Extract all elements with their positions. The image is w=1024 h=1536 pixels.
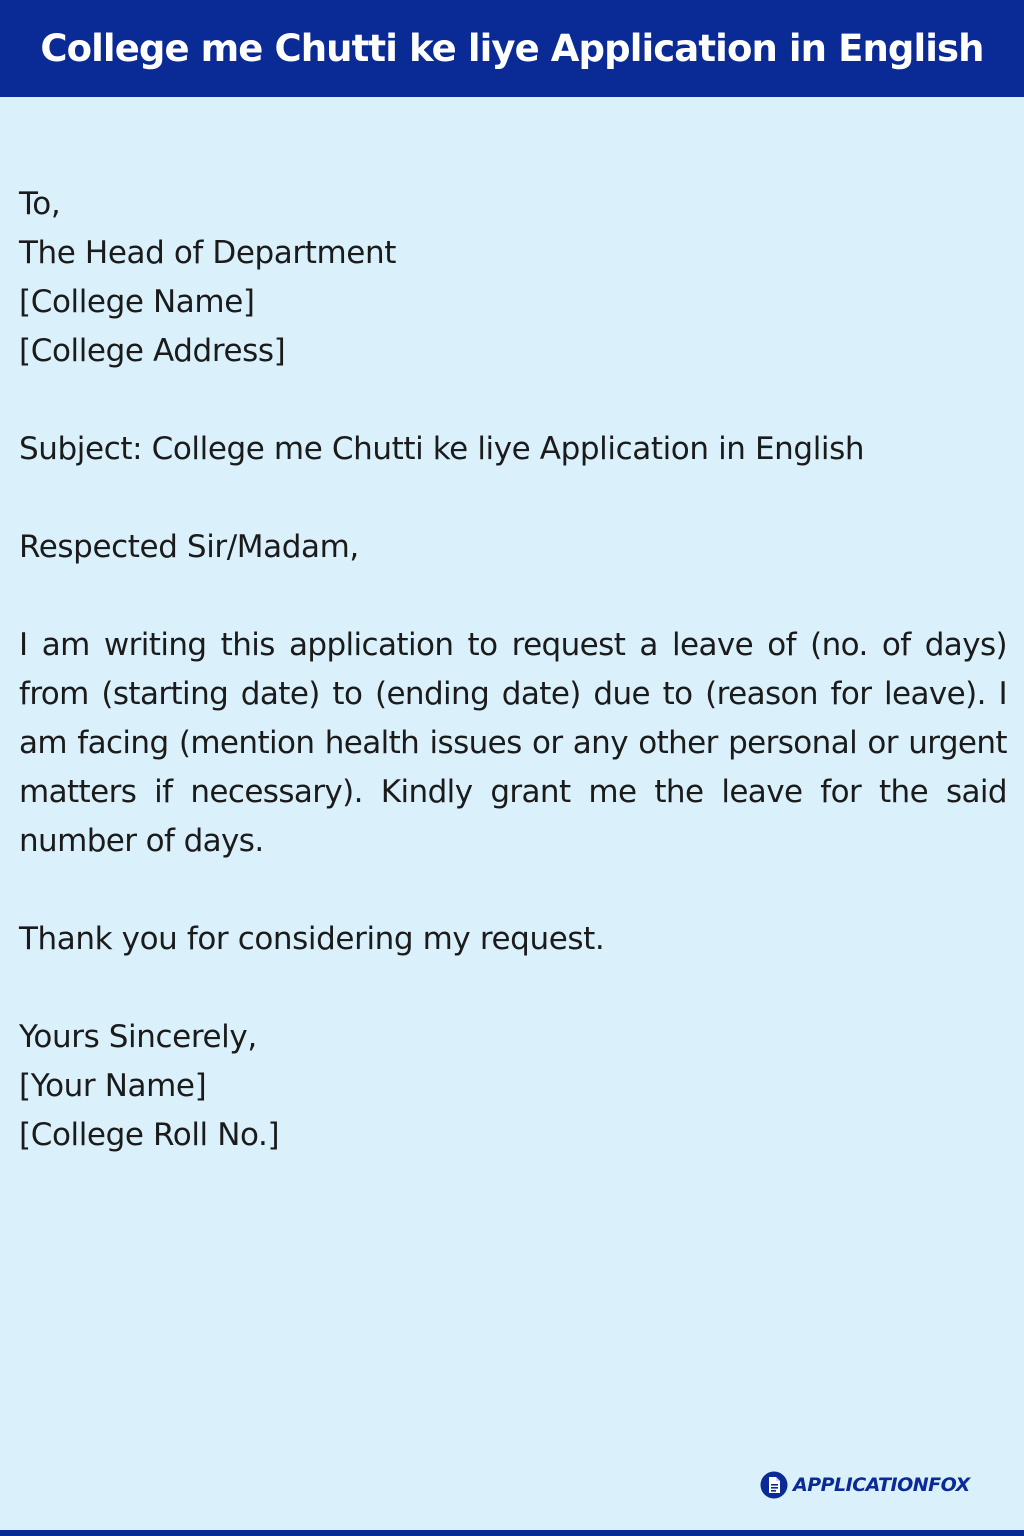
bottom-divider [0, 1530, 1024, 1536]
letter-your-name: [Your Name] [19, 1068, 207, 1104]
brand-logo [760, 1470, 970, 1500]
letter-thanks: Thank you for considering my request. [19, 921, 605, 957]
header-bar [0, 0, 1024, 97]
letter-body-paragraph: I am writing this application to request a leave of (no. of days) from (starting date) to (ending date) due to (reason for leave). I am facing (mention health issues or any other personal or urgent matters if necessary). Kindly grant me the leave for the said number of days. [19, 627, 1007, 859]
letter-body [19, 180, 1007, 1160]
page-title: College me Chutti ke liye Application in English [40, 27, 984, 70]
letter-subject: Subject: College me Chutti ke liye Application in English [19, 431, 865, 467]
letter-to: To, [19, 186, 61, 222]
brand-logo-text: APPLICATIONFOX [793, 1474, 970, 1496]
letter-recipient: The Head of Department [19, 235, 396, 271]
letter-college-name: [College Name] [19, 284, 255, 320]
letter-college-address: [College Address] [19, 333, 286, 369]
letter-salutation: Respected Sir/Madam, [19, 529, 359, 565]
document-icon [760, 1471, 788, 1499]
letter-roll-no: [College Roll No.] [19, 1117, 280, 1153]
letter-closing: Yours Sincerely, [19, 1019, 257, 1055]
